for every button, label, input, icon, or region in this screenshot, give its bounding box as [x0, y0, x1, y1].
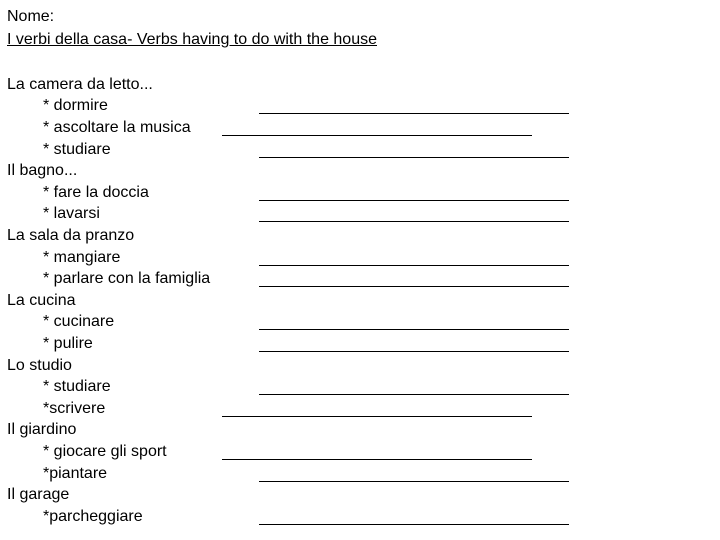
room-heading: Il giardino: [7, 421, 77, 438]
verb-item: * lavarsi: [43, 205, 100, 222]
verb-item: * fare la doccia: [43, 184, 149, 201]
answer-blank[interactable]: [259, 351, 569, 352]
answer-blank[interactable]: [222, 135, 532, 136]
answer-blank[interactable]: [259, 329, 569, 330]
verb-item: * studiare: [43, 378, 111, 395]
answer-blank[interactable]: [259, 113, 569, 114]
verb-item: * giocare gli sport: [43, 443, 167, 460]
verb-item: * studiare: [43, 141, 111, 158]
answer-blank[interactable]: [259, 524, 569, 525]
verb-item: *scrivere: [43, 400, 106, 417]
answer-blank[interactable]: [259, 265, 569, 266]
room-heading: La cucina: [7, 292, 76, 309]
verb-item: *piantare: [43, 465, 108, 482]
room-heading: Il garage: [7, 486, 70, 503]
verb-item: *parcheggiare: [43, 508, 143, 525]
answer-blank[interactable]: [259, 200, 569, 201]
verb-item: * dormire: [43, 97, 108, 114]
answer-blank[interactable]: [259, 394, 569, 395]
answer-blank[interactable]: [222, 416, 532, 417]
answer-blank[interactable]: [222, 459, 532, 460]
verb-item: * parlare con la famiglia: [43, 270, 211, 287]
answer-blank[interactable]: [259, 481, 569, 482]
answer-blank[interactable]: [259, 286, 569, 287]
answer-blank[interactable]: [259, 221, 569, 222]
room-heading: Il bagno...: [7, 162, 78, 179]
room-heading: La sala da pranzo: [7, 227, 135, 244]
verb-item: * ascoltare la musica: [43, 119, 191, 136]
answer-blank[interactable]: [259, 157, 569, 158]
verb-item: * pulire: [43, 335, 93, 352]
worksheet-title: I verbi della casa- Verbs having to do with the house: [7, 31, 377, 48]
room-heading: Lo studio: [7, 357, 72, 374]
room-heading: La camera da letto...: [7, 76, 153, 93]
verb-item: * mangiare: [43, 249, 121, 266]
name-label: Nome:: [7, 8, 55, 25]
verb-item: * cucinare: [43, 313, 115, 330]
